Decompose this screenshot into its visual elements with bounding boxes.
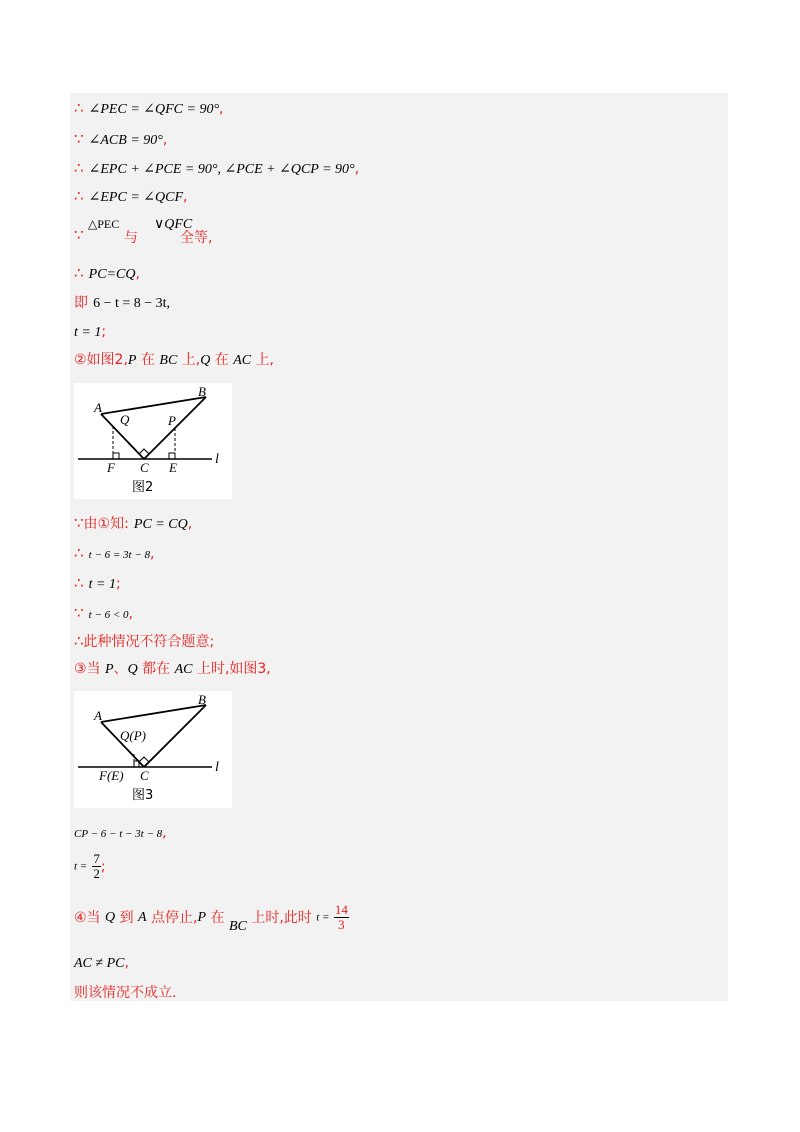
math-expression: 6 − t = 8 − 3t,	[93, 296, 171, 311]
because-symbol: ∵	[74, 604, 84, 622]
therefore-symbol: ∴	[74, 574, 84, 592]
figure-2-drawing	[74, 383, 232, 499]
math-expression: PC = CQ	[133, 517, 188, 532]
label-B: B	[198, 384, 206, 399]
line-17: t = $\frac{7}{2}$ ;	[74, 851, 106, 882]
because-symbol: ∵	[74, 130, 84, 148]
because-symbol: ∵	[74, 226, 84, 244]
label-l: l	[215, 452, 219, 467]
because-symbol: ∵	[74, 514, 84, 532]
label-Q: Q	[120, 412, 130, 427]
figure-3	[74, 691, 232, 808]
line-2: ∵ ∠ACB = 90°,	[74, 130, 168, 148]
label-C: C	[140, 768, 149, 783]
therefore-symbol: ∴	[74, 632, 84, 650]
math-expression: t = 1	[88, 577, 116, 592]
math-expression: ∠PEC = ∠QFC = 90°	[88, 102, 220, 117]
congruent-text: 全等,	[180, 230, 213, 246]
math-expression: CP − 6 − t − 3t − 8	[74, 828, 163, 840]
label-B: B	[198, 692, 206, 707]
label-A: A	[94, 708, 102, 723]
line-7: 即 6 − t = 8 − 3t,	[74, 295, 171, 311]
math-expression: AC ≠ PC	[74, 956, 125, 971]
figure-3-caption: 图3	[132, 788, 154, 803]
math-expression: PC=CQ	[88, 267, 136, 282]
line-19: AC ≠ PC,	[74, 955, 129, 971]
conjunction: 与	[124, 230, 138, 246]
line-9: ②如图2,P 在 BC 上,Q 在 AC 上,	[74, 352, 275, 368]
line-13: ∵ t − 6 < 0,	[74, 604, 133, 622]
fraction: $\frac{14}{3}$	[334, 902, 348, 933]
therefore-symbol: ∴	[74, 544, 84, 562]
label-l: l	[215, 760, 219, 775]
triangle-qfc: ∨QFC	[154, 217, 193, 232]
math-expression: ∠ACB = 90°	[88, 133, 163, 148]
therefore-symbol: ∴	[74, 187, 84, 205]
label-C: C	[140, 460, 149, 475]
line-18: ④当 Q 到 A 点停止,P 在 BC 上时,此时 t = $\frac{14}{3}$	[74, 902, 348, 934]
math-expression: ∠EPC = ∠QCF	[88, 190, 183, 205]
figure-2	[74, 383, 232, 499]
line-8: t = 1;	[74, 324, 107, 340]
figure-2-caption: 图2	[132, 480, 154, 495]
line-4: ∴ ∠EPC = ∠QCF,	[74, 187, 188, 205]
figure-3-drawing	[74, 691, 232, 808]
math-expression: t = 1	[74, 325, 102, 340]
label-A: A	[94, 400, 102, 415]
therefore-symbol: ∴	[74, 264, 84, 282]
math-expression: t − 6 = 3t − 8	[88, 549, 151, 561]
label-E: E	[169, 460, 177, 475]
line-15: ③当 P、Q 都在 AC 上时,如图3,	[74, 661, 271, 677]
line-3: ∴ ∠EPC + ∠PCE = 90°, ∠PCE + ∠QCP = 90°,	[74, 159, 360, 177]
math-expression: t − 6 < 0	[88, 609, 129, 621]
math-expression: ∠EPC + ∠PCE = 90°, ∠PCE + ∠QCP = 90°	[88, 162, 355, 177]
triangle-pec: △PEC	[88, 217, 120, 231]
line-11: ∴ t − 6 = 3t − 8,	[74, 544, 155, 562]
label-P: P	[168, 413, 176, 428]
line-1: ∴ ∠PEC = ∠QFC = 90°,	[74, 99, 224, 117]
therefore-symbol: ∴	[74, 99, 84, 117]
label-Q-P: Q(P)	[120, 728, 146, 743]
line-14: ∴此种情况不符合题意;	[74, 632, 215, 650]
line-10: ∵由①知: PC = CQ,	[74, 514, 193, 532]
line-16: CP − 6 − t − 3t − 8,	[74, 825, 167, 841]
line-20: 则该情况不成立.	[74, 985, 177, 1001]
fraction: $\frac{7}{2}$	[93, 851, 100, 882]
line-12: ∴ t = 1;	[74, 574, 121, 592]
line-6: ∴ PC=CQ,	[74, 264, 140, 282]
label-F: F	[107, 460, 115, 475]
label-F-E: F(E)	[99, 768, 124, 783]
therefore-symbol: ∴	[74, 159, 84, 177]
